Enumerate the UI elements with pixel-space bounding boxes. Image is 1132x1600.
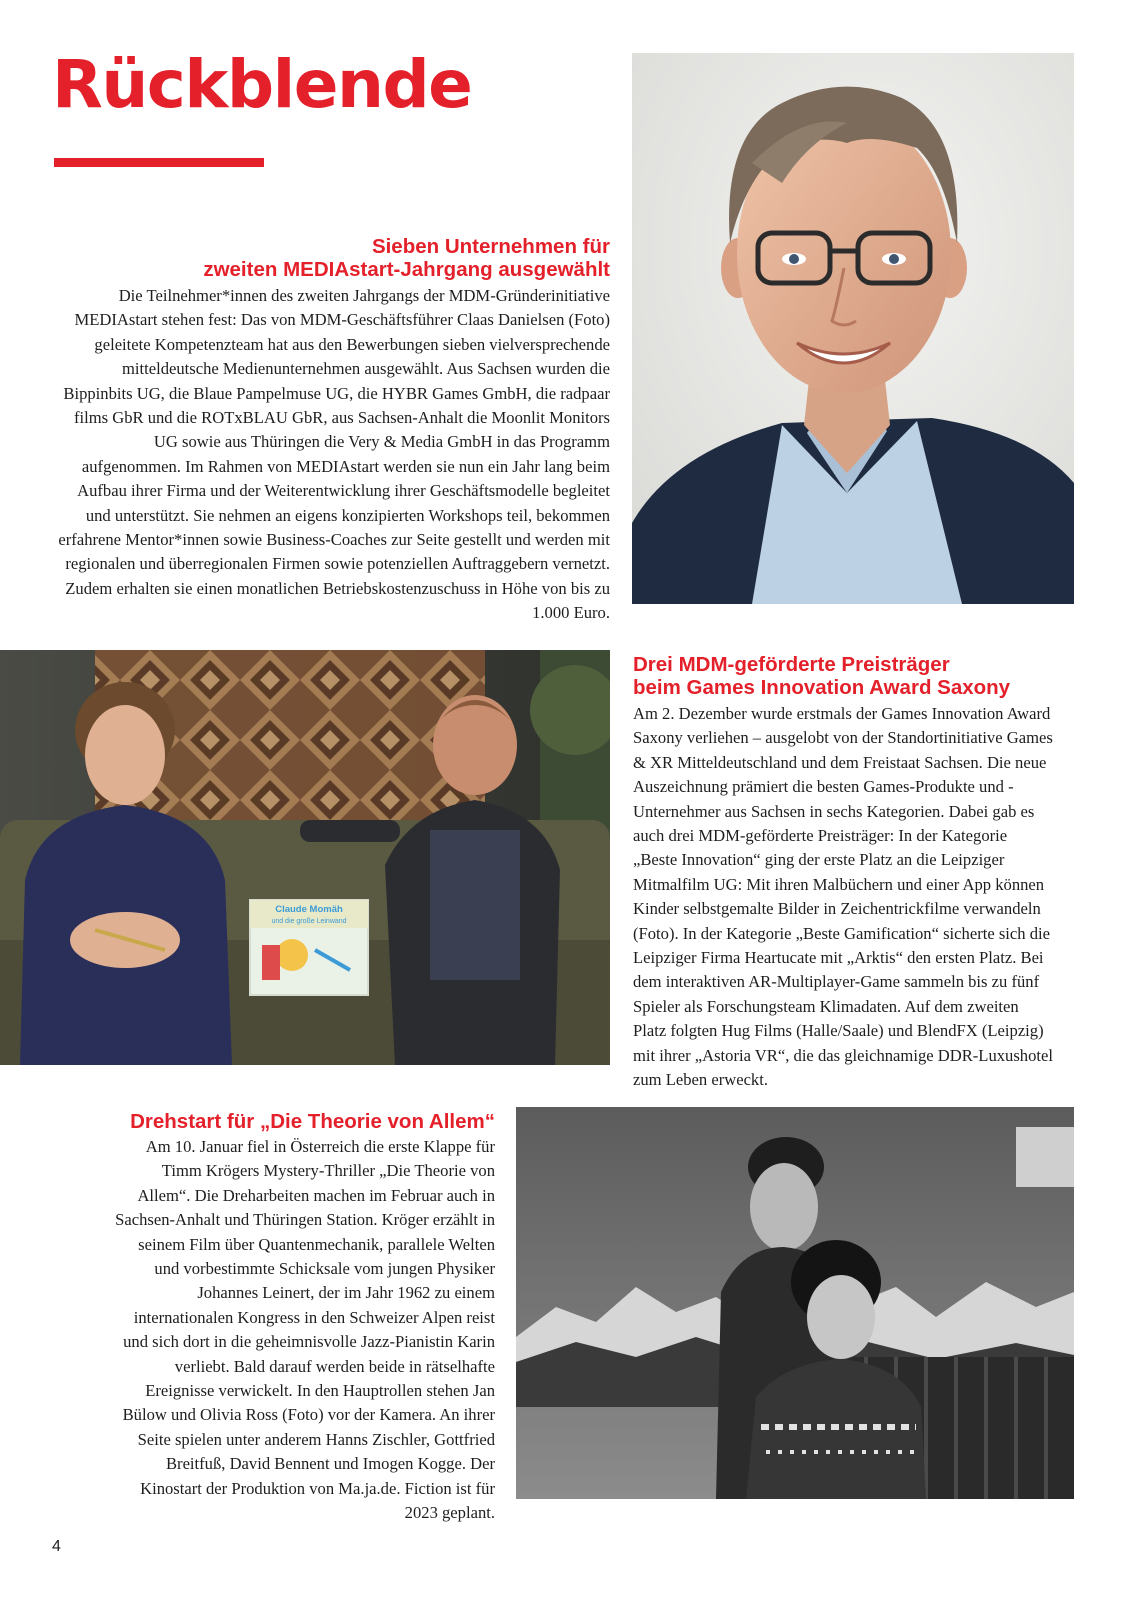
headline-line: zweiten MEDIAstart-Jahrgang ausgewählt: [203, 258, 610, 281]
book-subtitle: und die große Leinwand: [271, 918, 347, 925]
article-body: Die Teilnehmer*innen des zweiten Jahrgangs der MDM-Gründerinitiative MEDIAstart stehen fest: Das von MDM-Geschäftsführer Claas Danielsen (Foto) geleitete Kompetenzteam hat aus den Bewerbungen sieben vielversprechende mitteldeutsche Medienunternehmen ausgewählt. Aus Sachsen wurden die Bippinbits UG, die Blaue Pampelmuse UG, die HYBR Games GmbH, die radpaar films GbR und die ROTxBLAU GbR, aus Sachsen-Anhalt die Moonlit Monitors UG sowie aus Thüringen die Very & Media GmbH in das Programm aufgenommen. Im Rahmen von MEDIAstart werden sie nun ein Jahr lang beim Aufbau ihrer Firma und der Weiterentwicklung ihrer Geschäftsmodelle begleitet und unterstützt. Sie nehmen an eigens konzipierten Workshops teil, bekommen erfahrene Mentor*innen sowie Business-Coaches zur Seite gestellt und werden mit regionalen und überregionalen Firmen sowie potenziellen Auftraggebern vernetzt. Zudem erhalten sie einen monatlichen Betriebskostenzuschuss in Höhe von bis zu 1.000 Euro.: [58, 286, 610, 623]
title-underline-bar: [54, 158, 264, 167]
article-mediastart: [52, 235, 610, 626]
article-body: Am 2. Dezember wurde erstmals der Games Innovation Award Saxony verliehen – ausgelobt von der Standortinitiative Games & XR Mitteldeutschland und dem Freistaat Sachsen. Die neue Auszeichnung prämiert die besten Games-Produkte und -Unternehmer aus Sachsen in sechs Kategorien. Dabei gab es auch drei MDM-geförderte Preisträger: In der Kategorie „Beste Innovation“ ging der erste Platz an die Leipziger Mitmalfilm UG: Mit ihren Malbüchern und einer App können Kinder selbstgemalte Bilder in Zeichentrickfilme verwandeln (Foto). In der Kategorie „Beste Gamification“ sicherte sich die Leipziger Firma Heartucate mit „Arktis“ den ersten Platz. Bei dem interaktiven AR-Multiplayer-Game sammeln bis zu fünf Spieler als Forschungsteam Klimadaten. Auf dem zweiten Platz folgten Hug Films (Halle/Saale) und BlendFX (Leipzig) mit ihrer „Astoria VR“, die das gleichnamige DDR-Luxushotel zum Leben erweckt.: [633, 704, 1053, 1090]
article-body: Am 10. Januar fiel in Österreich die erste Klappe für Timm Krögers Mystery-Thriller „Die Theorie von Allem“. Die Dreharbeiten machen im Februar auch in Sachsen-Anhalt und Thüringen Station. Kröger erzählt in seinem Film über Quantenmechanik, parallele Welten und vorbestimmte Schicksale vom jungen Physiker Johannes Leinert, der im Jahr 1962 zu einem internationalen Kongress in den Schweizer Alpen reist und sich dort in die geheimnisvolle Jazz-Pianistin Karin verliebt. Bald darauf werden beide in rätselhafte Ereignisse verwickelt. In den Hauptrollen stehen Jan Bülow und Olivia Ross (Foto) vor der Kamera. An ihrer Seite spielen unter anderem Hanns Zischler, Gottfried Breitfuß, David Bennent und Imogen Kogge. Der Kinostart der Produktion von Ma.ja.de. Fiction ist für 2023 geplant.: [115, 1137, 495, 1523]
headline-line: Drei MDM-geförderte Preisträger: [633, 653, 950, 676]
film-still-photo: [516, 1107, 1074, 1499]
book-title: Claude Momäh: [275, 904, 343, 915]
article-headline: [633, 653, 1053, 699]
page-number: 4: [52, 1538, 61, 1555]
article-headline: [52, 235, 610, 281]
page-title: Rückblende: [52, 46, 472, 123]
portrait-photo: [632, 53, 1074, 604]
headline-line: beim Games Innovation Award Saxony: [633, 676, 1011, 699]
article-games-award: [633, 653, 1053, 1093]
headline-line: Sieben Unternehmen für: [371, 235, 610, 258]
headline-line: Drehstart für „Die Theorie von Allem“: [130, 1110, 495, 1133]
article-theorie-von-allem: [110, 1110, 495, 1526]
award-winners-photo: [0, 650, 610, 1065]
article-headline: [110, 1110, 495, 1133]
